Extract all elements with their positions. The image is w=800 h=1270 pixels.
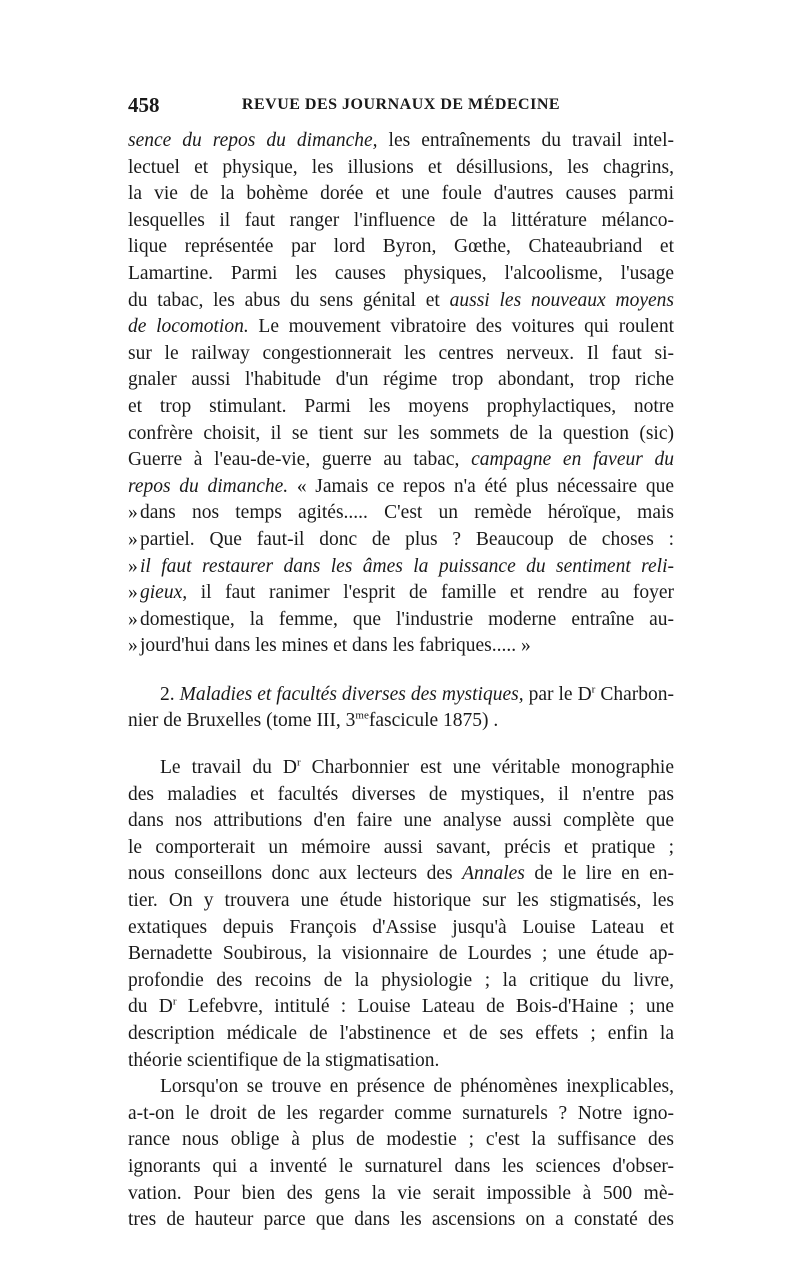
text-line: lectuel et physique, les illusions et désillusions, les chagrins,: [128, 156, 674, 178]
text-line: du tabac, les abus du sens génital et aussi les nouveaux moyens: [128, 289, 674, 311]
text-line: nous conseillons donc aux lecteurs des Annales de le lire en en-: [128, 863, 675, 885]
text-line: tier. On y trouvera une étude historique sur les stigmatisés, les: [128, 890, 674, 912]
text-line: lique représentée par lord Byron, Gœthe, Chateaubriand et: [128, 236, 674, 258]
quoted-line: » gieux, il faut ranimer l'esprit de famille et rendre au foyer: [128, 582, 674, 604]
section-gap: [128, 660, 674, 682]
text-line: des maladies et facultés diverses de mystiques, il n'entre pas: [128, 783, 674, 805]
text-line: rance nous oblige à plus de modestie ; c'est la suffisance des: [128, 1129, 674, 1151]
text-line: description médicale de l'abstinence et de ses effets ; enfin la: [128, 1023, 674, 1044]
text-line: et trop stimulant. Parmi les moyens prophylactiques, notre: [128, 395, 674, 417]
text-line: repos du dimanche. « Jamais ce repos n'a été plus nécessaire que: [128, 475, 674, 497]
quoted-line: » jourd'hui dans les mines et dans les fabriques..... »: [128, 635, 531, 657]
text-line: du $D^r$ Lefebvre, intitulé : Louise Lateau de Bois-d'Haine ; une: [128, 995, 674, 1018]
text-line: Lorsqu'on se trouve en présence de phénomènes inexplicables,: [160, 1076, 674, 1098]
page-number: 458: [128, 93, 160, 117]
section-heading: nier de Bruxelles (tome III, $3^{me}fascicule$ 1875) .: [128, 709, 499, 732]
text-line: sur le railway congestionnerait les centres nerveux. Il faut si-: [128, 342, 674, 364]
section-heading: 2. Maladies et facultés diverses des mystiques, par le $D^r$ Charbon-: [160, 683, 674, 705]
section-gap: [128, 735, 674, 755]
text-line: vation. Pour bien des gens la vie serait impossible à 500 mè-: [128, 1182, 674, 1204]
text-line: tres de hauteur parce que dans les ascensions on a constaté des: [128, 1209, 674, 1231]
text-line: théorie scientifique de la stigmatisation.: [128, 1049, 440, 1071]
text-line: profondie des recoins de la physiologie ; la critique du livre,: [128, 969, 674, 991]
text-line: Lamartine. Parmi les causes physiques, l'alcoolisme, l'usage: [128, 262, 674, 284]
quoted-line: » il faut restaurer dans les âmes la puissance du sentiment reli-: [128, 555, 674, 577]
text-line: lesquelles il faut ranger l'influence de la littérature mélanco-: [128, 209, 674, 231]
text-line: sence du repos du dimanche, les entraînements du travail intel-: [128, 130, 674, 151]
quoted-line: » partiel. Que faut-il donc de plus ? Beaucoup de choses :: [128, 528, 674, 550]
text-line: ignorants qui a inventé le surnaturel dans les sciences d'obser-: [128, 1155, 674, 1177]
text-line: Le travail du $D^r$ Charbonnier est une véritable monographie: [160, 756, 674, 779]
text-line: Bernadette Soubirous, la visionnaire de Lourdes ; une étude ap-: [128, 943, 674, 965]
text-line: dans nos attributions d'en faire une analyse aussi complète que: [128, 810, 674, 832]
running-title: REVUE DES JOURNAUX DE MÉDECINE: [241, 96, 561, 113]
text-line: a-t-on le droit de les regarder comme surnaturels ? Notre igno-: [128, 1102, 674, 1124]
page-header: [128, 93, 674, 119]
text-line: de locomotion. Le mouvement vibratoire des voitures qui roulent: [128, 316, 674, 338]
text-line: la vie de la bohème dorée et une foule d'autres causes parmi: [128, 183, 674, 205]
quoted-line: » dans nos temps agités..... C'est un remède héroïque, mais: [128, 502, 674, 524]
text-line: le comporterait un mémoire aussi savant, précis et pratique ;: [128, 836, 674, 858]
text-line: extatiques depuis François d'Assise jusqu'à Louise Lateau et: [128, 916, 674, 938]
article-text: [128, 128, 674, 1234]
text-line: gnaler aussi l'habitude d'un régime trop abondant, trop riche: [128, 369, 674, 391]
text-line: Guerre à l'eau-de-vie, guerre au tabac, campagne en faveur du: [128, 449, 674, 471]
quoted-line: » domestique, la femme, que l'industrie moderne entraîne au-: [128, 608, 674, 630]
text-line: confrère choisit, il se tient sur les sommets de la question (sic): [128, 422, 674, 444]
